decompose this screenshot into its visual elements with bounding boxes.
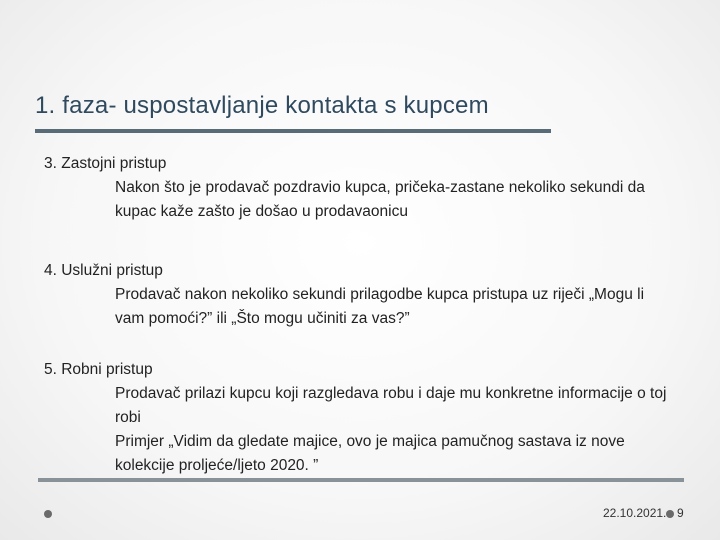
section-text: Prodavač prilazi kupcu koji razgledava robu i daje mu konkretne informacije o toj robi bbox=[115, 385, 667, 426]
section-text: Prodavač nakon nekoliko sekundi prilagodbe kupca pristupa uz riječi „Mogu li vam pomoći?” ili „Što mogu učiniti za vas?” bbox=[115, 286, 645, 327]
section-zastojni-pristup bbox=[44, 152, 675, 224]
section-body bbox=[44, 176, 675, 224]
section-body bbox=[44, 382, 675, 478]
section-heading: 3. Zastojni pristup bbox=[44, 155, 167, 172]
title-underline bbox=[35, 129, 551, 133]
footer-bullet-left bbox=[44, 510, 52, 518]
footer-bullet-right bbox=[666, 510, 674, 518]
section-heading: 4. Uslužni pristup bbox=[44, 262, 163, 279]
slide-title: 1. faza- uspostavljanje kontakta s kupcem bbox=[35, 92, 489, 119]
footer-divider bbox=[38, 478, 684, 482]
section-text: Nakon što je prodavač pozdravio kupca, pričeka-zastane nekoliko sekundi da kupac kaže zašto je došao u prodavaonicu bbox=[115, 179, 645, 220]
section-heading: 5. Robni pristup bbox=[44, 361, 153, 378]
section-example-text: Primjer „Vidim da gledate majice, ovo je majica pamučnog sastava iz nove kolekcije proljeće/ljeto 2020. ” bbox=[115, 433, 625, 474]
section-body bbox=[44, 283, 675, 331]
footer-date: 22.10.2021. bbox=[603, 506, 667, 520]
section-robni-pristup bbox=[44, 358, 675, 478]
section-usluzni-pristup bbox=[44, 259, 675, 331]
page-number: 9 bbox=[677, 506, 684, 520]
